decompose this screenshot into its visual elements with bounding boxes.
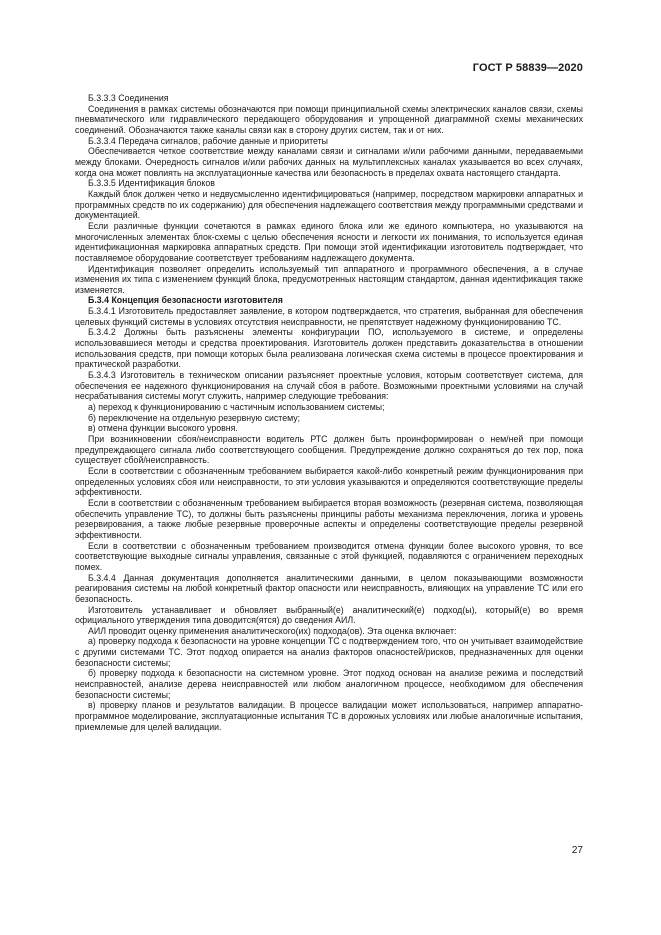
body-paragraph: При возникновении сбоя/неисправности водитель РТС должен быть проинформирован о нем/ней при помощи предупреждающего сигнала либо соответствующего сообщения. Предупреждение должно сохраняться до тех пор, пока существует сбой/неисправность. xyxy=(75,434,583,466)
page-number: 27 xyxy=(571,845,583,856)
body-paragraph: Б.3.4.4 Данная документация дополняется аналитическими данными, в целом показывающими возможности реагирования системы на любой конкретный фактор опасности или неисправность, влияющих на управление ТС или его безопасность. xyxy=(75,572,583,604)
body-paragraph: Соединения в рамках системы обозначаются при помощи принципиальной схемы электрических каналов связи, схемы пневматического или гидравлического передающего оборудования и упрощенной диаграммной схемы механических соединений. Обозначаются также каналы связи как в сторону других систем, так и от них. xyxy=(75,103,583,135)
standard-id-header: ГОСТ Р 58839—2020 xyxy=(472,62,583,74)
section-heading: Б.3.3.3 Соединения xyxy=(88,93,169,103)
document-body xyxy=(75,93,583,732)
body-paragraph: Б.3.4.3 Изготовитель в техническом описании разъясняет проектные условия, которым соответствует система, для обеспечения ее надежного функционирования на случай сбоя в работе. Возможными проектными условиями на случай несрабатывания системы могут служить, например следующие требования: xyxy=(75,370,583,402)
list-item: в) отмена функции высокого уровня. xyxy=(88,423,238,434)
list-item: а) переход к функционированию с частичным использованием системы; xyxy=(88,402,385,413)
body-paragraph: в) проверку планов и результатов валидации. В процессе валидации может использоваться, например аппаратно-программное моделирование, эксплуатационные испытания ТС в дорожных условиях или любые аналогичные испытания, приемлемые для целей валидации. xyxy=(75,700,583,732)
body-paragraph: б) проверку подхода к безопасности на системном уровне. Этот подход основан на анализе режима и последствий неисправностей, анализе дерева неисправностей или любом аналогичном процессе, необходимом для обеспечения безопасности системы; xyxy=(75,668,583,700)
body-paragraph: Обеспечивается четкое соответствие между каналами связи и сигналами и/или рабочими данными, передаваемыми между блоками. Очередность сигналов и/или рабочих данных на мультиплексных каналах указывается во всех случаях, когда она может повлиять на эксплуатационные качества или безопасность в пределах охвата настоящего стандарта. xyxy=(75,146,583,178)
body-paragraph: Идентификация позволяет определить используемый тип аппаратного и программного обеспечения, а в случае изменения их типа с изменением функций блока, предусмотренных настоящим стандартом, данная идентификация также изменяется. xyxy=(75,263,583,295)
body-paragraph: Если в соответствии с обозначенным требованием выбирается какой-либо конкретный режим функционирования при определенных условиях сбоя или неисправности, то эти условия указываются и определяются соответствующие пределы эффективности. xyxy=(75,465,583,498)
section-heading: Б.3.3.5 Идентификация блоков xyxy=(88,178,215,189)
body-paragraph: Б.3.4.2 Должны быть разъяснены элементы конфигурации ПО, используемого в системе, и определены использовавшиеся методы и средства проектирования. Изготовитель должен представить доказательства в отношении использования средств, при помощи которых была реализована логическая схема системы в процессе проектирования и практической разработки. xyxy=(75,327,583,370)
body-paragraph: Каждый блок должен четко и недвусмысленно идентифицироваться (например, посредством маркировки аппаратных и программных средств по их содержанию) для обеспечения надлежащего соответствия между программными средствами и документацией. xyxy=(75,188,583,221)
body-paragraph: Изготовитель устанавливает и обновляет выбранный(е) аналитический(е) подход(ы), который(е) во время официального утверждения типа доводится(ятся) до сведения АИЛ. xyxy=(75,604,583,626)
body-paragraph: Если различные функции сочетаются в рамках единого блока или же единого компьютера, но указываются на многочисленных элементах блок-схемы с целью обеспечения ясности и легкости их понимания, то используется единая идентификационная маркировка аппаратных средств. При помощи этой идентификации изготовитель подтверждает, что поставляемое оборудование соответствует требованиям надлежащего документа. xyxy=(75,220,583,263)
section-heading-bold: Б.3.4 Концепция безопасности изготовителя xyxy=(88,295,283,306)
body-paragraph: Б.3.4.1 Изготовитель предоставляет заявление, в котором подтверждается, что стратегия, выбранная для обеспечения целевых функций системы в условиях отсутствия неисправности, не препятствует надежному функционированию ТС. xyxy=(75,306,583,327)
body-paragraph: Если в соответствии с обозначенным требованием выбирается вторая возможность (резервная система, позволяющая обеспечить управление ТС), то должны быть разъяснены принципы работы механизма переключения, логика и уровень резервирования, а также любые резервные проверочные аспекты и определены соответствующие пределы резервной эффективности. xyxy=(75,497,583,540)
body-paragraph: а) проверку подхода к безопасности на уровне концепции ТС с подтверждением того, что он учитывает взаимодействие с другими системами ТС. Этот подход опирается на анализ факторов опасностей/рисков, предназначенных для оценки безопасности системы; xyxy=(75,636,583,668)
list-item: б) переключение на отдельную резервную систему; xyxy=(88,412,301,423)
body-paragraph: АИЛ проводит оценку применения аналитического(их) подхода(ов). Эта оценка включает: xyxy=(88,625,457,636)
body-paragraph: Если в соответствии с обозначенным требованием производится отмена функции более высокого уровня, то все соответствующие выходные сигналы управления, связанные с этой функцией, подавляются с ограничением переходных помех. xyxy=(75,540,583,572)
section-heading: Б.3.3.4 Передача сигналов, рабочие данные и приоритеты xyxy=(88,135,329,146)
